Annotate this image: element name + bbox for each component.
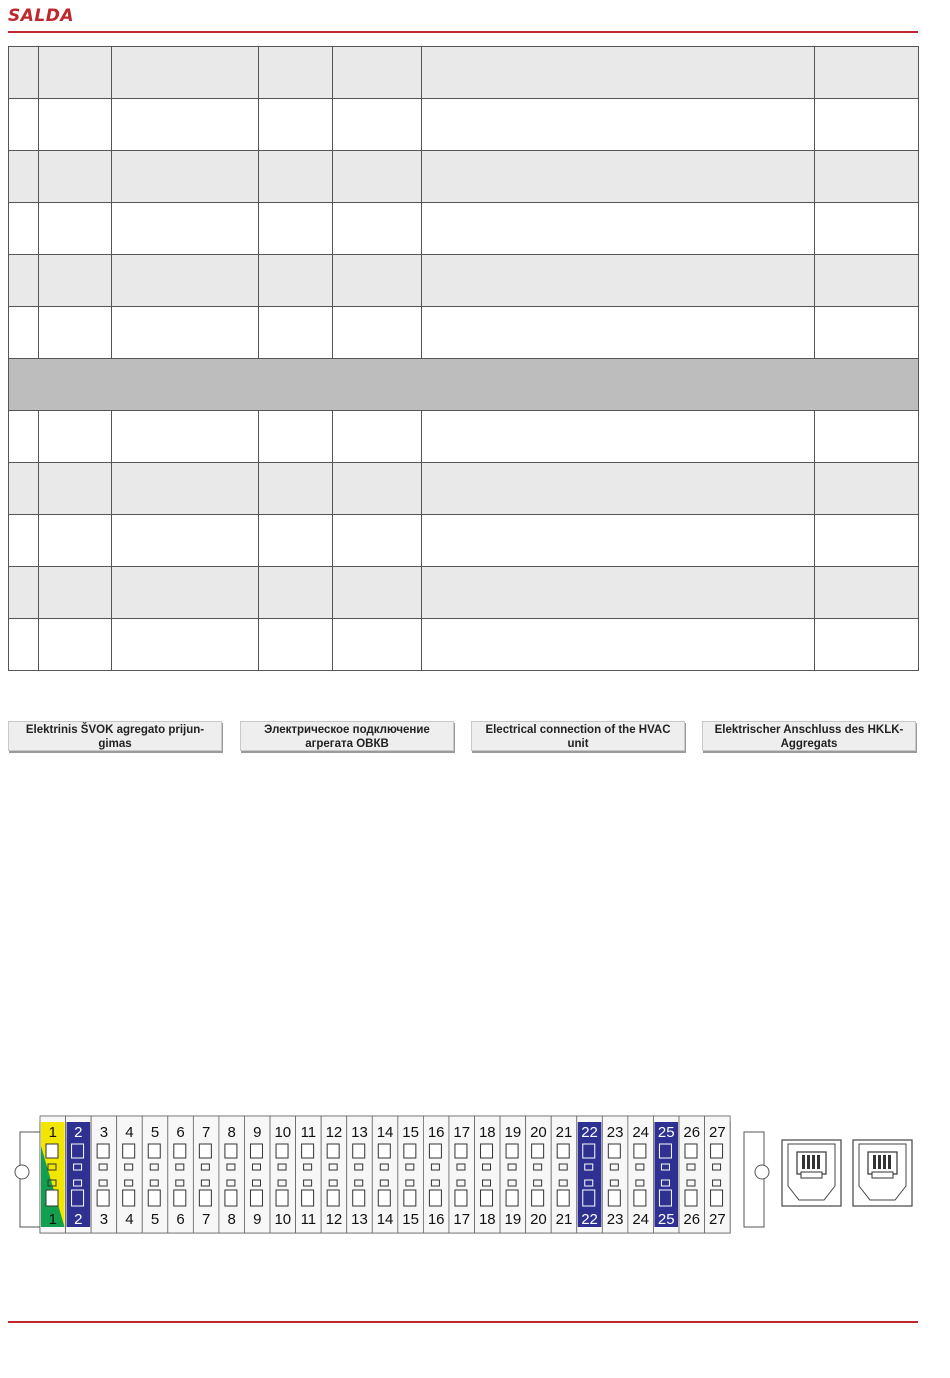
socket-pin [888, 1155, 891, 1169]
terminal-16 [423, 1116, 449, 1233]
table-cell [259, 515, 333, 567]
terminal-slot-bottom [481, 1190, 493, 1206]
socket-pin [812, 1155, 815, 1169]
table-cell [9, 515, 39, 567]
table-row [9, 411, 919, 463]
terminal-number-top: 9 [253, 1124, 262, 1141]
terminal-26 [679, 1116, 705, 1233]
terminal-slot-bottom [404, 1190, 416, 1206]
terminal-number-top: 22 [581, 1124, 598, 1141]
socket-latch [801, 1172, 822, 1178]
tab-label-line: Electrical connection of the HVAC [485, 724, 671, 736]
terminal-number-top: 23 [606, 1124, 624, 1141]
terminal-number-bottom: 7 [201, 1211, 211, 1228]
terminal-number-top: 4 [125, 1124, 134, 1141]
terminal-number-top: 3 [99, 1124, 109, 1141]
table-cell [9, 411, 39, 463]
terminal-8 [219, 1116, 245, 1233]
end-plate-right [744, 1132, 764, 1227]
spec-table [8, 46, 919, 671]
terminal-number-top: 24 [632, 1124, 650, 1141]
terminal-number-bottom: 10 [274, 1211, 292, 1228]
table-cell [259, 567, 333, 619]
table-cell [112, 463, 259, 515]
table-cell [39, 463, 112, 515]
terminal-slot-bottom [429, 1190, 441, 1206]
terminal-slot-top [378, 1144, 390, 1158]
terminal-slot-top [429, 1144, 441, 1158]
table-row [9, 151, 919, 203]
table-cell [333, 255, 422, 307]
table-row [9, 567, 919, 619]
terminal-slot-top [276, 1144, 288, 1158]
terminal-number-bottom: 25 [657, 1211, 675, 1228]
terminal-number-bottom: 22 [581, 1211, 598, 1228]
terminal-number-top: 16 [427, 1124, 445, 1141]
tab-label-line: Aggregats [780, 738, 838, 750]
terminal-6 [168, 1116, 194, 1233]
terminal-5 [142, 1116, 168, 1233]
terminal-number-bottom: 5 [150, 1211, 160, 1228]
table-cell [112, 515, 259, 567]
table-cell [815, 255, 919, 307]
terminal-number-bottom: 4 [125, 1211, 134, 1228]
table-cell [815, 567, 919, 619]
table-cell [333, 47, 422, 99]
terminal-22 [577, 1116, 603, 1233]
table-cell [39, 151, 112, 203]
table-cell [259, 463, 333, 515]
table-row [9, 307, 919, 359]
terminal-number-bottom: 15 [402, 1211, 419, 1228]
terminal-number-top: 26 [683, 1124, 701, 1141]
terminal-slot-bottom [506, 1190, 518, 1206]
terminal-slot-top [532, 1144, 544, 1158]
table-cell [9, 255, 39, 307]
terminal-number-top: 1 [48, 1124, 57, 1141]
table-cell [259, 99, 333, 151]
terminal-slot-top [404, 1144, 416, 1158]
table-cell [112, 255, 259, 307]
terminal-number-top: 20 [530, 1124, 547, 1141]
terminal-number-top: 25 [657, 1124, 675, 1141]
table-cell [815, 463, 919, 515]
table-cell [9, 307, 39, 359]
terminal-slot-bottom [659, 1190, 671, 1206]
terminal-slot-top [174, 1144, 186, 1158]
terminal-slot-bottom [123, 1190, 135, 1206]
table-cell [815, 47, 919, 99]
terminal-slot-bottom [608, 1190, 620, 1206]
terminal-number-top: 11 [300, 1124, 317, 1141]
table-cell [112, 411, 259, 463]
table-cell [815, 411, 919, 463]
table-row [9, 255, 919, 307]
terminal-slot-top [46, 1144, 58, 1158]
socket-pin [807, 1155, 810, 1169]
table-cell [112, 567, 259, 619]
tab-english[interactable] [471, 721, 685, 751]
terminal-slot-top [97, 1144, 109, 1158]
terminal-number-bottom: 27 [708, 1211, 726, 1228]
terminal-slot-top [608, 1144, 620, 1158]
header-rule [8, 31, 918, 33]
terminal-number-top: 13 [351, 1124, 368, 1141]
terminal-number-bottom: 12 [325, 1211, 343, 1228]
terminal-slot-top [583, 1144, 595, 1158]
terminal-slot-bottom [199, 1190, 211, 1206]
table-cell [9, 47, 39, 99]
table-cell [259, 307, 333, 359]
socket-pin [802, 1155, 805, 1169]
terminal-number-bottom: 11 [300, 1211, 317, 1228]
terminal-slot-top [506, 1144, 518, 1158]
rj-socket-1 [782, 1140, 841, 1206]
terminal-slot-bottom [302, 1190, 314, 1206]
table-cell [422, 463, 815, 515]
table-cell [39, 515, 112, 567]
terminal-number-top: 17 [453, 1124, 471, 1141]
table-cell [422, 255, 815, 307]
tab-german[interactable] [702, 721, 916, 751]
salda-logo: SALDA [8, 6, 75, 26]
table-row [9, 99, 919, 151]
table-cell [422, 567, 815, 619]
socket-jack [797, 1152, 826, 1174]
terminal-slot-top [302, 1144, 314, 1158]
terminal-slot-top [250, 1144, 262, 1158]
terminal-number-bottom: 14 [376, 1211, 394, 1228]
table-row [9, 515, 919, 567]
table-row [9, 619, 919, 671]
terminal-number-bottom: 26 [683, 1211, 701, 1228]
terminal-20 [526, 1116, 552, 1233]
terminal-number-top: 27 [708, 1124, 726, 1141]
terminal-slot-bottom [711, 1190, 723, 1206]
terminal-3 [91, 1116, 117, 1233]
terminal-block-diagram [0, 1100, 950, 1250]
terminal-number-top: 2 [74, 1124, 83, 1141]
terminal-17 [449, 1116, 475, 1233]
terminal-18 [475, 1116, 501, 1233]
terminal-slot-top [481, 1144, 493, 1158]
mounting-hole-right [755, 1165, 769, 1179]
table-cell [333, 567, 422, 619]
rj-socket-2 [853, 1140, 912, 1206]
table-cell [112, 47, 259, 99]
table-cell [9, 619, 39, 671]
terminal-slot-top [685, 1144, 697, 1158]
terminal-slot-bottom [378, 1190, 390, 1206]
table-cell [9, 203, 39, 255]
terminal-15 [398, 1116, 424, 1233]
terminal-slot-bottom [97, 1190, 109, 1206]
table-cell [422, 619, 815, 671]
terminal-slot-bottom [327, 1190, 339, 1206]
mounting-hole-left [15, 1165, 29, 1179]
terminal-slot-bottom [583, 1190, 595, 1206]
terminal-number-top: 8 [227, 1124, 236, 1141]
terminal-slot-bottom [225, 1190, 237, 1206]
terminal-slot-top [148, 1144, 160, 1158]
table-cell [333, 203, 422, 255]
table-cell [112, 307, 259, 359]
terminal-slot-bottom [353, 1190, 365, 1206]
terminal-11 [296, 1116, 322, 1233]
terminal-number-top: 12 [325, 1124, 343, 1141]
terminal-number-bottom: 13 [351, 1211, 368, 1228]
terminal-4 [117, 1116, 143, 1233]
terminal-number-bottom: 19 [504, 1211, 522, 1228]
tab-label-line: Elektrischer Anschluss des HKLK- [714, 724, 904, 736]
terminal-10 [270, 1116, 296, 1233]
terminal-slot-bottom [276, 1190, 288, 1206]
table-cell [333, 411, 422, 463]
table-section-row [9, 359, 919, 411]
terminal-slot-top [455, 1144, 467, 1158]
table-cell [259, 151, 333, 203]
terminal-number-top: 6 [176, 1124, 185, 1141]
terminal-slot-bottom [148, 1190, 160, 1206]
terminal-slot-bottom [685, 1190, 697, 1206]
terminal-slot-bottom [72, 1190, 84, 1206]
terminal-25 [653, 1116, 679, 1233]
table-cell [39, 567, 112, 619]
table-cell [815, 99, 919, 151]
table-cell [815, 151, 919, 203]
terminal-number-bottom: 16 [427, 1211, 445, 1228]
terminal-slot-top [711, 1144, 723, 1158]
table-cell [39, 411, 112, 463]
table-cell [259, 255, 333, 307]
table-cell [422, 411, 815, 463]
terminal-slot-top [123, 1144, 135, 1158]
terminal-number-top: 15 [402, 1124, 419, 1141]
socket-latch [872, 1172, 893, 1178]
tab-lithuanian[interactable] [8, 721, 222, 751]
socket-pin [878, 1155, 881, 1169]
terminal-number-bottom: 3 [99, 1211, 109, 1228]
terminal-number-top: 18 [478, 1124, 496, 1141]
table-cell [815, 619, 919, 671]
tab-label-line: unit [567, 738, 589, 750]
table-cell [815, 307, 919, 359]
table-cell [9, 151, 39, 203]
table-cell [39, 619, 112, 671]
terminal-slot-bottom [455, 1190, 467, 1206]
terminal-number-bottom: 6 [176, 1211, 185, 1228]
terminal-slot-bottom [634, 1190, 646, 1206]
table-cell [9, 463, 39, 515]
table-cell [9, 99, 39, 151]
terminal-number-bottom: 20 [530, 1211, 547, 1228]
table-cell [333, 99, 422, 151]
table-cell [112, 619, 259, 671]
terminal-13 [347, 1116, 373, 1233]
table-cell [9, 567, 39, 619]
terminal-12 [321, 1116, 347, 1233]
table-cell [112, 203, 259, 255]
socket-pin [817, 1155, 820, 1169]
terminal-number-bottom: 2 [74, 1211, 83, 1228]
terminal-slot-bottom [250, 1190, 262, 1206]
terminal-number-bottom: 9 [253, 1211, 262, 1228]
terminal-slot-top [199, 1144, 211, 1158]
table-cell [259, 203, 333, 255]
table-cell [39, 47, 112, 99]
tab-label-line: Elektrinis ŠVOK agregato prijun- [25, 724, 205, 736]
socket-pin [873, 1155, 876, 1169]
terminal-slot-bottom [46, 1190, 58, 1206]
terminal-14 [372, 1116, 398, 1233]
table-cell [259, 47, 333, 99]
tab-label-line: Электрическое подключение [264, 724, 430, 736]
table-cell [422, 307, 815, 359]
table-cell [112, 151, 259, 203]
terminal-slot-bottom [532, 1190, 544, 1206]
table-row [9, 47, 919, 99]
terminal-number-top: 21 [555, 1124, 573, 1141]
table-row [9, 463, 919, 515]
table-cell [259, 619, 333, 671]
terminal-21 [551, 1116, 577, 1233]
socket-jack [868, 1152, 897, 1174]
terminal-number-bottom: 23 [606, 1211, 624, 1228]
table-cell [259, 411, 333, 463]
table-cell [422, 151, 815, 203]
table-cell [815, 515, 919, 567]
terminal-24 [628, 1116, 654, 1233]
table-cell [333, 307, 422, 359]
table-cell [422, 47, 815, 99]
terminal-number-bottom: 21 [555, 1211, 573, 1228]
table-cell [39, 99, 112, 151]
table-cell [39, 307, 112, 359]
table-cell [39, 203, 112, 255]
terminal-number-top: 10 [274, 1124, 292, 1141]
terminal-number-bottom: 17 [453, 1211, 471, 1228]
terminal-slot-top [557, 1144, 569, 1158]
terminal-slot-top [659, 1144, 671, 1158]
table-cell [333, 151, 422, 203]
terminal-number-top: 14 [376, 1124, 394, 1141]
terminal-number-top: 19 [504, 1124, 522, 1141]
terminal-slot-top [634, 1144, 646, 1158]
terminal-slot-top [327, 1144, 339, 1158]
tab-russian[interactable] [240, 721, 454, 751]
table-cell [333, 463, 422, 515]
terminal-9 [244, 1116, 270, 1233]
terminal-19 [500, 1116, 526, 1233]
terminal-slot-top [353, 1144, 365, 1158]
terminal-slot-bottom [557, 1190, 569, 1206]
terminal-2 [66, 1116, 92, 1233]
terminal-slot-bottom [174, 1190, 186, 1206]
terminal-number-bottom: 18 [478, 1211, 496, 1228]
table-cell [333, 619, 422, 671]
table-cell [39, 255, 112, 307]
table-cell [422, 515, 815, 567]
table-cell [422, 203, 815, 255]
terminal-number-top: 5 [150, 1124, 160, 1141]
table-cell [422, 99, 815, 151]
terminal-number-top: 7 [201, 1124, 211, 1141]
terminal-number-bottom: 1 [48, 1211, 57, 1228]
terminal-1 [40, 1116, 66, 1233]
footer-rule [8, 1321, 918, 1323]
terminal-7 [193, 1116, 219, 1233]
terminal-27 [705, 1116, 731, 1233]
tab-label-line: gimas [98, 738, 132, 750]
terminal-slot-top [72, 1144, 84, 1158]
terminal-23 [602, 1116, 628, 1233]
tab-label-line: агрегата ОВКВ [305, 738, 389, 750]
language-tabs [8, 721, 918, 753]
socket-pin [883, 1155, 886, 1169]
table-cell [815, 203, 919, 255]
table-cell [112, 99, 259, 151]
end-plate-left [20, 1132, 40, 1227]
table-row [9, 203, 919, 255]
terminal-slot-top [225, 1144, 237, 1158]
terminal-number-bottom: 24 [632, 1211, 650, 1228]
table-cell [9, 359, 919, 411]
terminal-number-bottom: 8 [227, 1211, 236, 1228]
table-cell [333, 515, 422, 567]
